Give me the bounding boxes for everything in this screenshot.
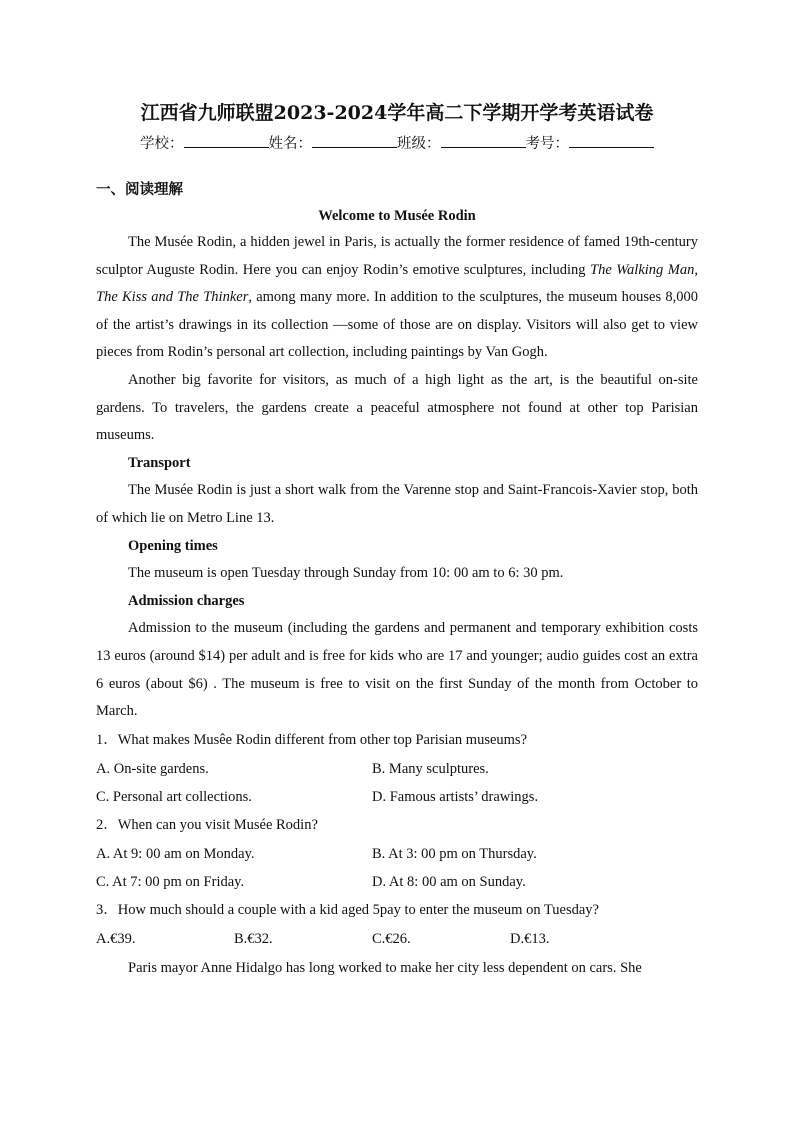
paragraph-text: The Musée Rodin, a hidden jewel in Paris, is actually the former residence of famed 19th-century sculptor Auguste Rodin. Here you can enjoy Rodin’s emotive sculptures, including xyxy=(96,234,698,278)
question-3-options xyxy=(96,925,698,953)
option-d[interactable]: D. Famous artists’ drawings. xyxy=(372,788,539,805)
question-3: 3．How much should a couple with a kid aged 5pay to enter the museum on Tuesday? xyxy=(96,901,599,918)
subheading-opening-times: Opening times xyxy=(128,537,218,554)
option-b[interactable]: B. Many sculptures. xyxy=(372,760,489,777)
question-1: 1．What makes Musêe Rodin different from other top Parisian museums? xyxy=(96,731,528,748)
question-1-options-row-1 xyxy=(96,755,698,783)
passage-paragraph-2: Another big favorite for visitors, as much of a high light as the art, is the beautiful on-site gardens. To travelers, the gardens create a peaceful atmosphere not found at other top Parisian museums. xyxy=(96,371,698,444)
passage-paragraph-1 xyxy=(96,229,698,367)
paragraph-opening-times: The museum is open Tuesday through Sunday from 10: 00 am to 6: 30 pm. xyxy=(128,565,564,582)
question-2-options-row-1 xyxy=(96,840,698,868)
question-2-options-row-2 xyxy=(96,868,698,896)
paragraph-transport: The Musée Rodin is just a short walk from the Varenne stop and Saint-Francois-Xavier stop, both of which lie on Metro Line 13. xyxy=(96,482,698,526)
field-school-blank[interactable] xyxy=(184,133,269,148)
option-c[interactable]: C. Personal art collections. xyxy=(96,788,252,805)
option-c[interactable]: C. At 7: 00 pm on Friday. xyxy=(96,873,245,890)
section-heading: 一、阅读理解 xyxy=(96,182,183,198)
question-2: 2．When can you visit Musée Rodin? xyxy=(96,816,318,833)
work-title-kiss-thinker: The Kiss and The Thinker xyxy=(96,289,249,306)
field-name-label: 姓名： xyxy=(268,136,312,152)
paragraph-text: , among many more. In addition to the sculptures, the museum houses 8,000 of the artist’s drawings in its collection —some of those are on display. Visitors will also get to view pieces from Rodin’s personal art collection, including paintings by Van Gogh. xyxy=(96,289,698,361)
option-d[interactable]: D. At 8: 00 am on Sunday. xyxy=(372,873,526,890)
subheading-admission: Admission charges xyxy=(128,592,245,609)
option-a[interactable]: A. On-site gardens. xyxy=(96,760,209,777)
question-1-options-row-2 xyxy=(96,783,698,811)
field-class-label: 班级： xyxy=(397,136,441,152)
exam-page xyxy=(96,96,698,982)
work-title-walking-man: The Walking Man xyxy=(590,261,695,278)
field-school-label: 学校： xyxy=(140,136,184,152)
option-b[interactable]: B. At 3: 00 pm on Thursday. xyxy=(372,845,537,862)
option-b[interactable]: B.€32. xyxy=(234,930,273,947)
paragraph-admission: Admission to the museum (including the gardens and permanent and temporary exhibition costs 13 euros (around $14) per adult and is free for kids who are 17 and younger; audio guides cost an extra 6 euros (about $6) . The museum is free to visit on the first Sunday of the month from October to March. xyxy=(96,620,698,720)
page-title: 江西省九师联盟2023-2024学年高二下学期开学考英语试卷 xyxy=(140,102,654,124)
option-a[interactable]: A. At 9: 00 am on Monday. xyxy=(96,845,255,862)
student-info-line xyxy=(96,131,698,157)
option-d[interactable]: D.€13. xyxy=(510,930,550,947)
next-passage-start: Paris mayor Anne Hidalgo has long worked to make her city less dependent on cars. She xyxy=(128,959,642,976)
field-number-label: 考号： xyxy=(525,136,569,152)
separator: , xyxy=(694,261,698,278)
subheading-transport: Transport xyxy=(128,454,191,471)
option-c[interactable]: C.€26. xyxy=(372,930,411,947)
field-number-blank[interactable] xyxy=(569,133,654,148)
passage-title: Welcome to Musée Rodin xyxy=(318,208,476,224)
option-a[interactable]: A.€39. xyxy=(96,930,136,947)
field-name-blank[interactable] xyxy=(312,133,397,148)
field-class-blank[interactable] xyxy=(441,133,526,148)
